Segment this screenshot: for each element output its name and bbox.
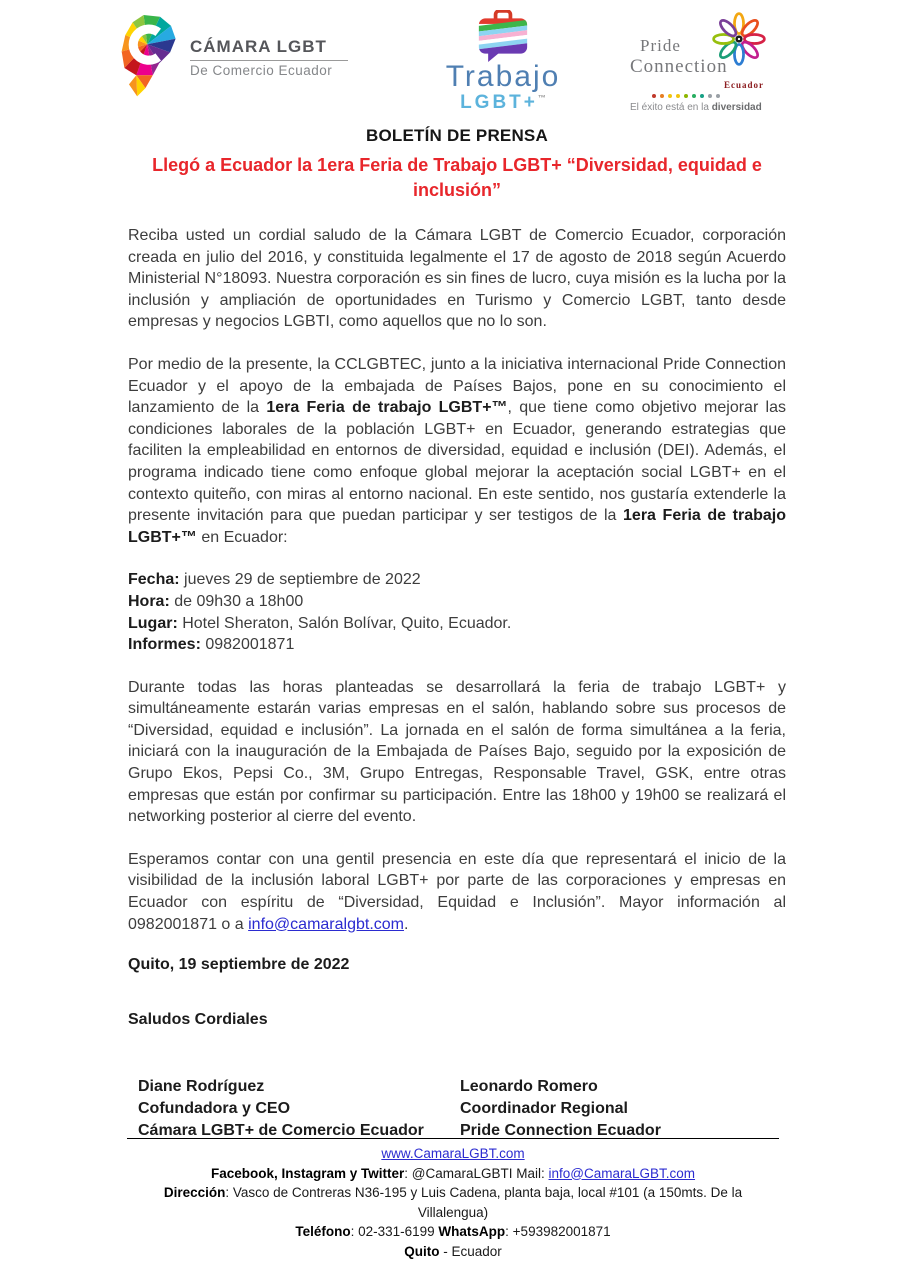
pride-logo-tagline: El éxito está en la diversidad xyxy=(629,102,762,113)
signer-role: Coordinador Regional xyxy=(460,1100,628,1118)
briefcase-icon xyxy=(474,10,532,62)
footer xyxy=(127,1138,779,1261)
footer-social-line: Facebook, Instagram y Twitter: @CamaraLGBTI Mail: info@CamaraLGBT.com xyxy=(210,1165,696,1181)
document-subtitle: Llegó a Ecuador la 1era Feria de Trabajo LGBT+ “Diversidad, equidad e inclusión” xyxy=(152,155,762,200)
color-dot xyxy=(716,94,720,98)
ecuador-map-icon xyxy=(118,10,182,104)
event-info-line: Informes: 0982001871 xyxy=(128,636,295,654)
pride-logo-dots xyxy=(652,94,720,98)
camara-logo-divider xyxy=(190,60,348,61)
color-dot xyxy=(684,94,688,98)
footer-website-link[interactable]: www.CamaraLGBT.com xyxy=(381,1146,525,1161)
color-dot xyxy=(692,94,696,98)
trabajo-logo-title: Trabajo xyxy=(445,60,561,93)
paragraph-announcement: Por medio de la presente, la CCLGBTEC, junto a la iniciativa internacional Pride Connection Ecuador y el apoyo de la embajada de Países Bajos, pone en su conocimiento el lanzamiento de la 1era Feria de trabajo LGBT+™, que tiene como objetivo mejorar las condiciones laborales de la población LGBT+ en Ecuador, generando estrategias que faciliten la empleabilidad en entornos de diversidad, equidad e inclusión (DEI). Además, el programa indicado tiene como enfoque global mejorar la aceptación social LGBT+ en el contexto quiteño, con miras al entorno nacional. En este sentido, nos gustaría extenderle la presente invitación para que puedan participar y ser testigos de la 1era Feria de trabajo LGBT+™ en Ecuador: xyxy=(128,355,787,546)
footer-website-line xyxy=(127,1144,779,1164)
signature-left xyxy=(138,1076,460,1142)
camara-logo-title: CÁMARA LGBT xyxy=(190,36,327,56)
signer-org: Pride Connection Ecuador xyxy=(460,1122,661,1140)
salutation: Saludos Cordiales xyxy=(128,1011,268,1029)
signer-name: Diane Rodríguez xyxy=(138,1078,265,1096)
color-dot xyxy=(676,94,680,98)
document-title: BOLETÍN DE PRENSA xyxy=(366,126,548,145)
trademark-symbol: ™ xyxy=(537,93,546,103)
event-date-line: Fecha: jueves 29 de septiembre de 2022 xyxy=(128,571,421,589)
footer-city-line: Quito - Ecuador xyxy=(404,1243,502,1259)
pride-logo-line2: Connection xyxy=(629,56,728,77)
event-venue-line: Lugar: Hotel Sheraton, Salón Bolívar, Quito, Ecuador. xyxy=(128,614,512,632)
camara-lgbt-logo xyxy=(118,10,348,104)
footer-email-link[interactable]: info@CamaraLGBT.com xyxy=(548,1165,696,1181)
signer-name: Leonardo Romero xyxy=(460,1078,598,1096)
body-email-link[interactable]: info@camaralgbt.com xyxy=(248,915,404,933)
trabajo-lgbt-logo xyxy=(446,10,561,114)
pride-logo-line1: Pride xyxy=(639,36,681,55)
signature-right xyxy=(460,1076,661,1142)
header-logos xyxy=(128,0,786,112)
pride-logo-country: Ecuador xyxy=(723,80,764,90)
footer-address-line: Dirección: Vasco de Contreras N36-195 y Luis Cadena, planta baja, local #101 (a 150mts. De la Villalengua) xyxy=(163,1185,743,1220)
pride-connection-logo xyxy=(628,10,786,114)
color-dot xyxy=(660,94,664,98)
paragraph-intro: Reciba usted un cordial saludo de la Cámara LGBT de Comercio Ecuador, corporación creada en julio del 2016, y constituida legalmente el 17 de agosto de 2018 según Acuerdo Ministerial N°18093. Nuestra corporación es sin fines de lucro, cuya misión es la lucha por la inclusión y ampliación de oportunidades en Turismo y Comercio LGBT, tanto desde empresas y negocios LGBTI, como aquellos que no lo son. xyxy=(128,227,786,331)
color-dot xyxy=(700,94,704,98)
signer-org: Cámara LGBT+ de Comercio Ecuador xyxy=(138,1122,424,1140)
event-details xyxy=(128,569,786,655)
paragraph-agenda: Durante todas las horas planteadas se desarrollará la feria de trabajo LGBT+ y simultáneamente estarán varias empresas en el salón, hablando sobre sus procesos de “Diversidad, equidad e inclusión”. La jornada en el salón de forma simultánea a la feria, iniciará con la inauguración de la Embajada de Países Bajo, seguido por la exposición de Grupo Ekos, Pepsi Co., 3M, Grupo Entregas, Responsable Travel, GSK, entre otras empresas que están por confirmar su participación. Entre las 18h00 y 19h00 se realizará el networking posterior al cierre del evento. xyxy=(128,678,786,826)
footer-phone-line: Teléfono: 02-331-6199 WhatsApp: +593982001871 xyxy=(295,1224,611,1239)
city-date-line: Quito, 19 septiembre de 2022 xyxy=(128,956,350,974)
event-time-line: Hora: de 09h30 a 18h00 xyxy=(128,592,304,610)
color-dot xyxy=(708,94,712,98)
color-dot xyxy=(668,94,672,98)
signature-block xyxy=(128,1076,786,1142)
paragraph-closing: Esperamos contar con una gentil presencia en este día que representará el inicio de la visibilidad de la inclusión laboral LGBT+ por parte de las corporaciones y empresas en Ecuador con espíritu de “Diversidad, Equidad e Inclusión”. Mayor información al 0982001871 o a info@camaralgbt.com. xyxy=(128,850,786,933)
trabajo-logo-subtitle: LGBT+™ xyxy=(460,92,546,113)
camara-logo-subtitle: De Comercio Ecuador xyxy=(190,62,333,78)
color-dot xyxy=(652,94,656,98)
signer-role: Cofundadora y CEO xyxy=(138,1100,291,1118)
